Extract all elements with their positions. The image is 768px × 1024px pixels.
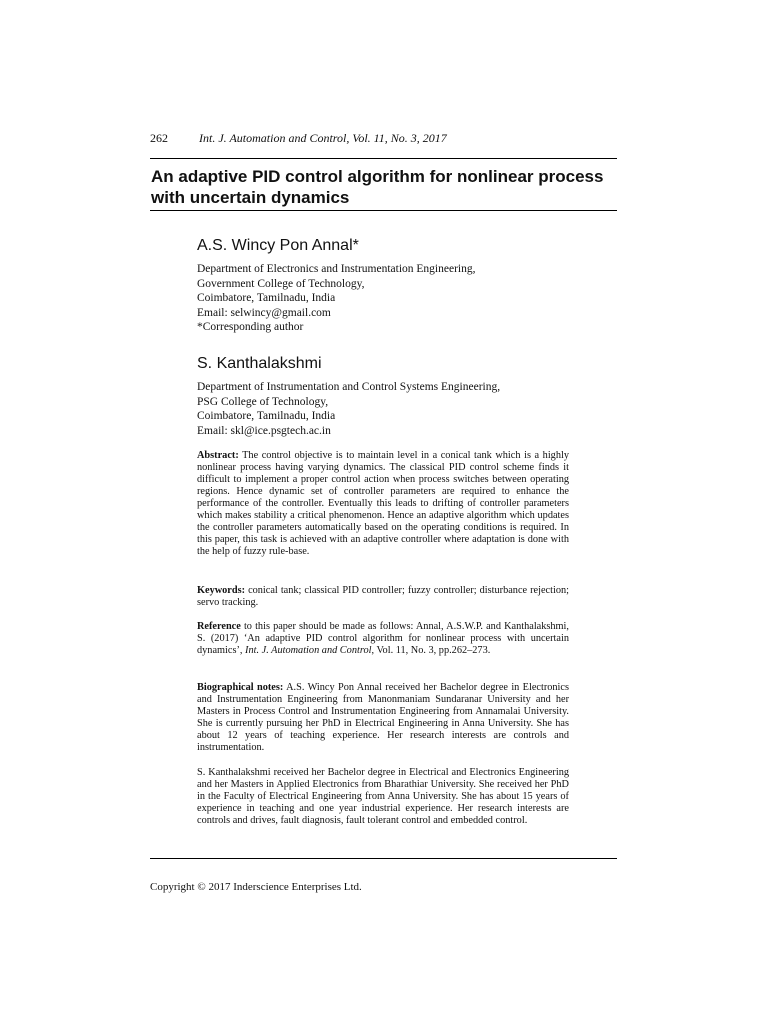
author-affiliation: [197, 380, 569, 438]
author-email: Email: selwincy@gmail.com: [197, 306, 331, 319]
title-top-rule: [150, 158, 617, 159]
affiliation-line: Coimbatore, Tamilnadu, India: [197, 292, 336, 305]
affiliation-line: Coimbatore, Tamilnadu, India: [197, 410, 336, 423]
bio-label: Biographical notes:: [197, 682, 284, 693]
paper-title: An adaptive PID control algorithm for nonlinear process with uncertain dynamics: [151, 167, 604, 207]
footer-rule: [150, 858, 617, 859]
reference-volume: , Vol. 11, No. 3, pp.262–273.: [371, 645, 491, 656]
affiliation-line: Department of Electronics and Instrumentation Engineering,: [197, 263, 476, 275]
title-bottom-rule: [150, 210, 617, 211]
biographical-notes-author-2: S. Kanthalakshmi received her Bachelor degree in Electrical and Electronics Engineering and her Masters in Applied Electronics from Bharathiar University. She received her PhD in the Faculty of Electrical Engineering from Anna University. She has about 15 years of experience in teaching and one year industrial experience. Her research interests are controls and drives, fault diagnosis, fault tolerant control and embedded control.: [197, 767, 569, 826]
reference-journal: Int. J. Automation and Control: [245, 645, 372, 656]
biographical-notes: [197, 682, 569, 754]
abstract-label: Abstract:: [197, 450, 239, 461]
copyright-notice: Copyright © 2017 Inderscience Enterprises Ltd.: [150, 881, 362, 893]
running-head: [150, 131, 617, 145]
abstract: [197, 450, 569, 558]
journal-citation: Int. J. Automation and Control, Vol. 11, No. 3, 2017: [199, 131, 447, 145]
corresponding-author-note: *Corresponding author: [197, 321, 304, 334]
author-email: Email: skl@ice.psgtech.ac.in: [197, 424, 331, 437]
affiliation-line: Department of Instrumentation and Control Systems Engineering,: [197, 381, 501, 393]
reference-label: Reference: [197, 621, 241, 632]
keywords-text: conical tank; classical PID controller; fuzzy controller; disturbance rejection; servo tracking.: [197, 585, 569, 608]
page-number: 262: [150, 131, 168, 145]
reference-text: to this paper should be made as follows: Annal, A.S.W.P. and Kanthalakshmi, S. (2017) ‘An adaptive PID control algorithm for nonlinear process with uncertain dynamics’,: [197, 621, 569, 656]
reference: [197, 621, 569, 657]
author-name: A.S. Wincy Pon Annal*: [197, 237, 359, 254]
affiliation-line: Government College of Technology,: [197, 277, 365, 290]
keywords-label: Keywords:: [197, 585, 246, 596]
bio-text-author-1: A.S. Wincy Pon Annal received her Bachelor degree in Electronics and Instrumentation Engineering from Manonmaniam Sundaranar University and her Masters in Process Control and Instrumentation Engineering from Annamalai University. She is currently pursuing her PhD in Electrical Engineering in Anna University. She has about 12 years of teaching experience. Her research interests are controls and instrumentation.: [197, 682, 569, 753]
keywords: [197, 585, 569, 609]
author-block-2: [197, 354, 569, 438]
author-block-1: [197, 236, 569, 335]
author-name: S. Kanthalakshmi: [197, 355, 322, 372]
affiliation-line: PSG College of Technology,: [197, 395, 329, 408]
abstract-text: The control objective is to maintain level in a conical tank which is a highly nonlinear process having varying dynamics. The classical PID control scheme finds it difficult to implement a proper control action when process switches between operating regions. Hence dynamic set of controller parameters are required to enhance the performance of the controller. Eventually this leads to drifting of controller parameters which makes stability a critical phenomenon. Hence an adaptive algorithm which updates the controller parameters automatically based on the operating conditions is required. In this paper, this task is achieved with an adaptive controller where adaptation is done with the help of fuzzy rule-base.: [197, 450, 569, 557]
author-affiliation: [197, 262, 569, 335]
